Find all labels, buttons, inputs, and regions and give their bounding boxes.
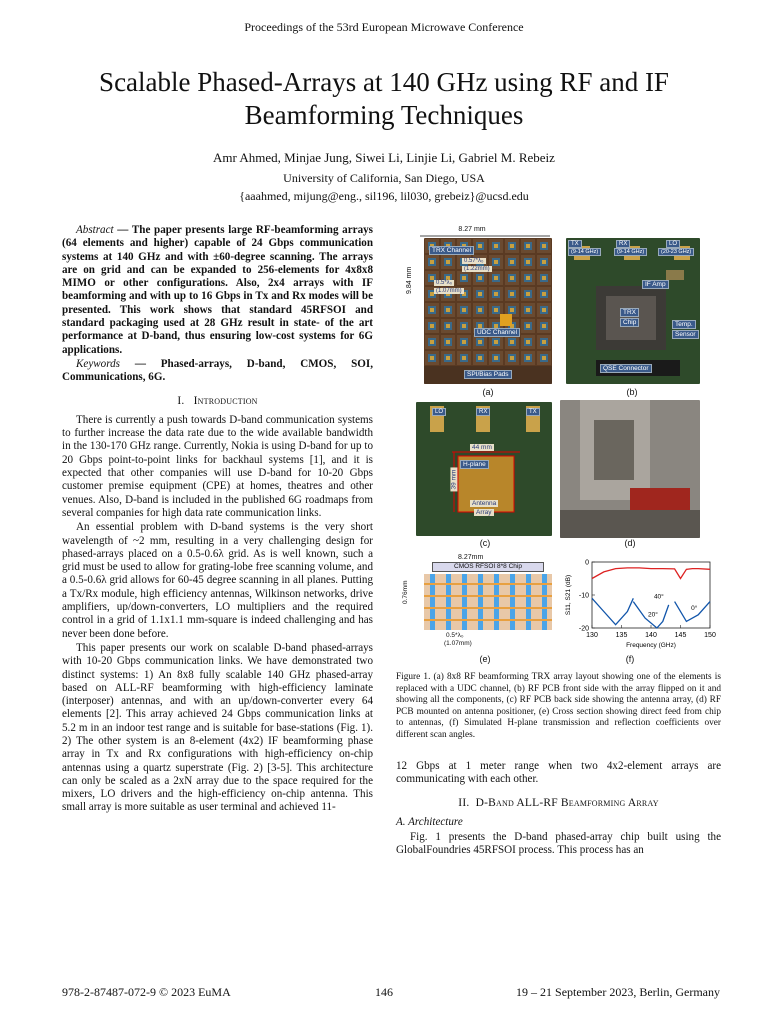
pitch-05-mm-tag: (1.07mm) — [436, 288, 462, 294]
a-width-label: 8.27 mm — [458, 226, 486, 233]
label-b: (b) — [626, 387, 638, 397]
label-d: (d) — [624, 538, 636, 548]
section-heading-1 — [62, 395, 373, 408]
panel-a-layout — [424, 238, 552, 384]
temp-sensor-tag-2: Sensor — [672, 330, 699, 339]
keywords-text: — Phased-arrays, D-band, CMOS, SOI, Communications, 6G. — [62, 357, 373, 384]
a-height-label: 9.84 mm — [406, 266, 413, 294]
panel-c-pcb-back — [416, 402, 552, 536]
label-f: (f) — [625, 654, 635, 664]
pitch-05-tag: 0.5*λ₀ — [436, 280, 453, 286]
positioner-drawing — [560, 400, 700, 538]
authors: Amr Ahmed, Minjae Jung, Siwei Li, Linjie Li, Gabriel M. Rebeiz — [213, 150, 555, 165]
e-pitch-label: 0.5*λ₀ — [446, 632, 464, 639]
udc-channel-tag: UDC Channel — [474, 328, 520, 337]
angle-label-0: 0° — [691, 604, 698, 612]
title-line-1: Scalable Phased-Arrays at 140 GHz using RF and IF — [99, 67, 669, 97]
x-tick-label: 145 — [674, 632, 687, 639]
c-tx-tag: TX — [526, 408, 540, 416]
abstract-text: — The paper presents large RF-beamforming arrays (64 elements and higher) capable of 24 Gbps communication systems at 140 GHz and with ±60-degree scanning. The arrays are on grid and can be expanded to 256-elements for 4x8x8 MIMO or other configurations. Also, 2x4 arrays with IF beamforming and with up to 16 Gbps in Tx and Rx modes will be presented. This work shows that standard 45RFSOI and standard packaging used at 28 GHz result in state- of the art performance at D-band, thus ensuring low-cost systems for 6G applications. — [62, 224, 373, 356]
c-rx-tag: RX — [476, 408, 490, 416]
intro-paragraph-1: There is currently a push towards D-band communication systems to further increase the data rate due to the wide available bandwidth in the 130-170 GHz range. Currently, Nokia is using D-band for up to 20 Gbps point-to-point links for backhaul systems [1], and it is expected that other companies will use D-band for 10-20 Gbps customer premise equipment (CPE) at homes, theatres and other venues. Also, D-band is included in the published 6G roadmaps from several companies for high data rate communication links. — [62, 413, 373, 519]
cross-section-drawing — [424, 574, 552, 630]
panel-e-cross-section — [402, 562, 554, 652]
x-axis-label: Frequency (GHz) — [626, 642, 676, 649]
figure-caption: Figure 1. (a) 8x8 RF beamforming TRX array layout showing one of the elements is replaced with a UDC channel, (b) RF PCB front side with the array flipped on it and showing all the components, (c) RF PCB back side showing the antenna array, (d) RF PCB mounted on antenna positioner, (e) Cross section showing direct feed from chip to antennas, (f) Simulated H-plane transmission and reflection coefficients over different scan angles. — [396, 672, 721, 740]
section-number: I. — [177, 394, 185, 407]
b-lo-tag: LO — [666, 240, 680, 248]
temp-sensor-tag-1: Temp. — [672, 320, 696, 329]
b-tx-tag: TX — [568, 240, 582, 248]
label-c: (c) — [479, 538, 491, 548]
y-tick-label: -10 — [578, 592, 589, 600]
architecture-paragraph: Fig. 1 presents the D-band phased-array chip built using the GlobalFoundries 45RFSOI process. This process has an — [396, 831, 721, 857]
angle-label-20: 20° — [648, 611, 658, 619]
antenna-array-tag-2: Array — [476, 509, 492, 516]
cmos-chip-label: CMOS RFSOI 8*8 Chip — [432, 562, 544, 572]
b-rx-band: (9-14 GHz) — [614, 248, 647, 256]
x-tick-label: 150 — [704, 632, 716, 639]
qse-connector-tag: QSE Connector — [600, 364, 652, 373]
footer-date: 19 – 21 September 2023, Berlin, Germany — [516, 985, 720, 999]
trx-chip-tag-1: TRX — [620, 308, 639, 317]
b-rx-tag: RX — [616, 240, 630, 248]
title-line-2: Beamforming Techniques — [244, 100, 524, 130]
keywords — [62, 358, 373, 385]
trx-channel-tag: TRX Channel — [429, 246, 474, 255]
keywords-label: Keywords — [76, 357, 120, 370]
panel-d-positioner-photo — [560, 400, 700, 538]
panel-f-sparam-chart — [560, 554, 720, 664]
pitch-057-tag: 0.57*λ₀ — [464, 258, 484, 264]
y-tick-label: 0 — [585, 559, 589, 567]
right-paragraph-continued: 12 Gbps at 1 meter range when two 4x2-element arrays are communicating with each other. — [396, 760, 721, 786]
label-e: (e) — [479, 654, 491, 664]
affiliation: University of California, San Diego, USA — [283, 171, 485, 185]
section-title: Introduction — [193, 394, 258, 407]
label-a: (a) — [482, 387, 494, 397]
intro-paragraph-3: This paper presents our work on scalable D-band phased-arrays with 10-20 Gbps communication links. We have demonstrated two distinct systems: 1) An 8x8 fully scalable 140 GHz phased-array based on ALL-RF beamforming with high-efficiency laminate (interposer) antennas, and with an up/down-converter every 64 elements [2]. This array achieved 24 Gbps communication links at 5.2 m in an indoor test range and is suitable for base-stations (Fig. 1). 2) The other system is an 8-element (4x2) IF beamforming phase array in Tx and Rx configurations with high-efficiency on-chip antennas using a quartz superstrate (Fig. 2) [3-5]. This architecture can only be scaled as a 2xN array due to the space required for the mixers, LO drivers and the high-efficiency on-chip antenna. This small array is more suitable as user terminal and achieved 11- — [62, 641, 373, 814]
x-tick-label: 130 — [586, 632, 598, 639]
e-pitch-mm-label: (1.07mm) — [444, 640, 472, 647]
c-height-tag: 39 mm — [450, 469, 458, 490]
y-axis-label: S11, S21 (dB) — [565, 574, 572, 616]
y-tick-label: -20 — [578, 625, 589, 633]
section-number: II. — [458, 796, 470, 809]
c-lo-tag: LO — [432, 408, 446, 416]
footer-isbn: 978-2-87487-072-9 © 2023 EuMA — [62, 985, 231, 999]
x-tick-label: 135 — [615, 632, 628, 639]
subsection-heading: A. Architecture — [396, 815, 463, 828]
emails: {aaahmed, mijung@eng., sil196, lil030, grebeiz}@ucsd.edu — [239, 189, 529, 203]
c-width-tag: 44 mm — [472, 444, 492, 451]
pitch-057-mm-tag: (1.22mm) — [464, 266, 490, 272]
antenna-array-tag-1: Antenna — [472, 500, 497, 507]
paper-title — [40, 66, 728, 132]
h-plane-tag: H-plane — [460, 460, 489, 469]
intro-paragraph-2: An essential problem with D-band systems is the very short wavelength of ~2 mm, resulting in a very challenging design for phased-arrays placed on a 0.5-0.6λ grid. As is well known, such a grid must be used to allow for grating-lobe free scanning volume, and a 0.5-0.6λ grid allows for 60-45 degree scanning in all planes. Putting a Tx/Rx module, high efficiency antennas, Wilkinson networks, drive amplifiers, up/down-converters, LO multipliers and the required control in a grid of 1.1x1.1 mm-square is indeed challenging and has never been done before. — [62, 521, 373, 640]
x-tick-label: 140 — [645, 632, 657, 639]
b-lo-band: (20-23 GHz) — [658, 248, 694, 256]
e-height-label: 0.76mm — [402, 580, 409, 604]
proceedings-header: Proceedings of the 53rd European Microwave Conference — [244, 20, 524, 34]
footer-page-number: 146 — [375, 985, 393, 999]
abstract-label: Abstract — [76, 224, 114, 236]
b-tx-band: (9-14 GHz) — [568, 248, 601, 256]
e-width-label: 8.27mm — [458, 554, 484, 561]
left-column — [62, 224, 373, 816]
trx-chip-tag-2: Chip — [620, 318, 639, 327]
figure-1 — [398, 224, 722, 670]
spi-pads-tag: SPI/Bias Pads — [464, 370, 512, 379]
if-amp-tag: IF Amp — [642, 280, 669, 289]
section-title: D-Band ALL-RF Beamforming Array — [475, 796, 659, 809]
section-heading-2 — [396, 797, 721, 810]
array-layout-grid — [424, 238, 552, 384]
right-column — [396, 760, 721, 859]
angle-label-40: 40° — [653, 593, 664, 601]
abstract — [62, 224, 373, 357]
panel-b-pcb-front — [566, 238, 700, 384]
